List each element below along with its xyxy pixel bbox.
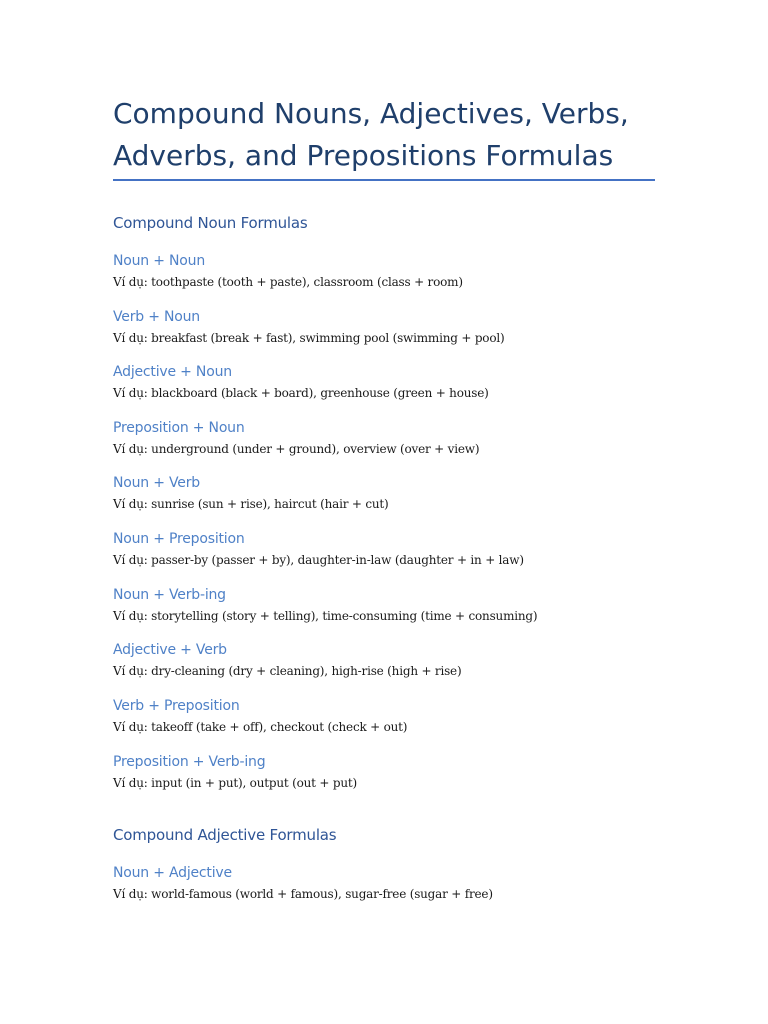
formula-title: Preposition + Noun xyxy=(113,420,245,436)
section-heading-compound-adjective: Compound Adjective Formulas xyxy=(113,826,337,844)
formula-title: Preposition + Verb-ing xyxy=(113,754,266,770)
formula-title: Noun + Adjective xyxy=(113,865,232,881)
formula-title: Adjective + Verb xyxy=(113,642,227,658)
formula-title: Noun + Noun xyxy=(113,253,205,269)
title-underline xyxy=(113,179,655,181)
formula-item xyxy=(113,418,713,458)
formula-item xyxy=(113,640,713,680)
formula-example: Ví dụ: sunrise (sun + rise), haircut (hair + cut) xyxy=(113,497,389,511)
formula-example: Ví dụ: underground (under + ground), overview (over + view) xyxy=(113,442,480,456)
formula-item xyxy=(113,251,713,291)
formula-example: Ví dụ: input (in + put), output (out + put) xyxy=(113,776,357,790)
formula-item xyxy=(113,473,713,513)
formula-title: Verb + Preposition xyxy=(113,698,240,714)
formula-item xyxy=(113,529,713,569)
formula-title: Noun + Preposition xyxy=(113,531,245,547)
formula-example: Ví dụ: toothpaste (tooth + paste), classroom (class + room) xyxy=(113,275,463,289)
formula-item xyxy=(113,752,713,792)
formula-title: Verb + Noun xyxy=(113,309,200,325)
formula-title: Adjective + Noun xyxy=(113,364,232,380)
formula-item xyxy=(113,362,713,402)
formula-item xyxy=(113,696,713,736)
formula-example: Ví dụ: takeoff (take + off), checkout (check + out) xyxy=(113,720,408,734)
section-heading-compound-noun: Compound Noun Formulas xyxy=(113,214,308,232)
formula-example: Ví dụ: blackboard (black + board), greenhouse (green + house) xyxy=(113,386,489,400)
formula-item xyxy=(113,863,713,903)
formula-example: Ví dụ: world-famous (world + famous), sugar-free (sugar + free) xyxy=(113,887,493,901)
formula-example: Ví dụ: breakfast (break + fast), swimming pool (swimming + pool) xyxy=(113,331,505,345)
formula-item xyxy=(113,585,713,625)
formula-item xyxy=(113,307,713,347)
formula-title: Noun + Verb xyxy=(113,475,200,491)
formula-example: Ví dụ: dry-cleaning (dry + cleaning), high-rise (high + rise) xyxy=(113,664,462,678)
formula-example: Ví dụ: passer-by (passer + by), daughter-in-law (daughter + in + law) xyxy=(113,553,524,567)
formula-example: Ví dụ: storytelling (story + telling), time-consuming (time + consuming) xyxy=(113,609,538,623)
page-title: Compound Nouns, Adjectives, Verbs, Adverbs, and Prepositions Formulas xyxy=(113,97,629,172)
formula-title: Noun + Verb-ing xyxy=(113,587,226,603)
